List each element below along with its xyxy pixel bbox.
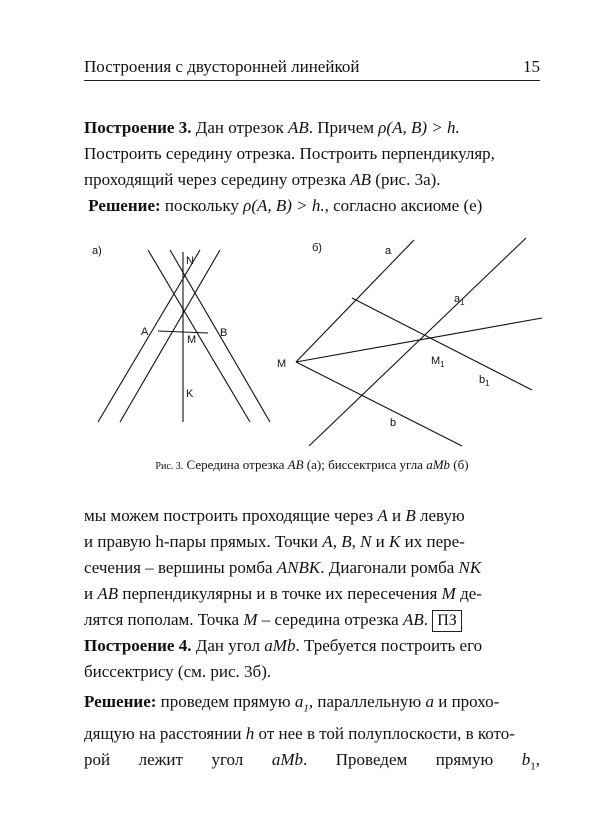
math-condition: ρ(A, B) > h. <box>243 196 325 215</box>
text-fragment: лежит <box>138 750 183 770</box>
body-line-4 <box>84 581 540 607</box>
math-ab: AB <box>350 170 372 189</box>
line-a1 <box>309 238 526 446</box>
text-fragment: – середина отрезка <box>261 610 399 629</box>
text-fragment: угол <box>211 750 244 770</box>
line-b1 <box>352 298 532 390</box>
text-fragment: их пере- <box>404 532 465 551</box>
subscript: 1 <box>303 702 309 715</box>
construction-3-line-1 <box>84 115 540 141</box>
text-fragment: сечения – вершины ромба <box>84 558 273 577</box>
running-title: Построения с двусторонней линейкой <box>84 57 360 76</box>
body-line-5: лятся пополам. Точка M – середина отрезка AB. ПЗ <box>84 607 540 633</box>
math-n: N <box>360 532 372 551</box>
math-ab: AB <box>402 610 424 629</box>
line-b <box>296 362 462 446</box>
text-fragment: от нее в той полуплоскости, в кото- <box>258 724 515 744</box>
label-M: M <box>187 334 197 346</box>
math-condition: ρ(A, B) > h. <box>378 118 460 137</box>
rhombus-line-3 <box>120 250 220 422</box>
label-part: a <box>454 293 461 305</box>
text-fragment: мы можем построить проходящие через <box>84 506 374 525</box>
math-a: A <box>322 532 333 551</box>
text-fragment: проходящий через середину отрезка <box>84 170 346 189</box>
text-fragment: рой <box>84 750 111 770</box>
text-fragment: (б) <box>453 457 469 472</box>
construction-3-heading: Построение 3. <box>84 118 192 137</box>
math-a: A <box>377 506 388 525</box>
text-fragment: aMb. <box>271 750 308 770</box>
label-line-b1 <box>479 374 490 388</box>
label-N: N <box>186 255 194 267</box>
rhombus-line-2 <box>148 250 250 422</box>
math-a: a <box>425 692 434 711</box>
math-b: B <box>405 506 416 525</box>
text-fragment: и <box>392 506 402 525</box>
page-number: 15 <box>523 57 540 76</box>
math-b1: $b_1$, <box>521 750 540 773</box>
qed-box: ПЗ <box>432 610 462 632</box>
construction-4-line-2: биссектрису (см. рис. 3б). <box>84 662 272 681</box>
label-line-a: a <box>385 245 392 257</box>
construction-3-line-3 <box>84 167 540 193</box>
text-fragment: Дан угол <box>195 636 261 655</box>
math-ab: AB <box>97 584 119 603</box>
label-part: b <box>479 374 486 386</box>
construction-4-line-1 <box>84 633 540 659</box>
text-fragment: де- <box>460 584 482 603</box>
subscript: 1 <box>530 760 536 773</box>
text-fragment: , параллельную <box>308 692 422 711</box>
math-anbk: ANBK <box>276 558 321 577</box>
math-angle: aMb <box>426 457 451 472</box>
math-ab: AB <box>287 457 304 472</box>
text-fragment: левую <box>420 506 465 525</box>
label-B: B <box>220 327 228 339</box>
label-K: K <box>186 388 194 400</box>
construction-4-heading: Построение 4. <box>84 636 192 655</box>
label-sub: 1 <box>460 298 465 307</box>
text-fragment: перпендикулярны и в точке их пересечения <box>122 584 438 603</box>
text-fragment: лятся пополам. Точка <box>84 610 240 629</box>
label-line-a1 <box>454 293 465 307</box>
solution-4-line-1 <box>84 689 540 721</box>
running-header <box>84 54 540 81</box>
math-angle: aMb <box>264 636 296 655</box>
figure-3-svg <box>84 236 554 462</box>
math-m: M <box>441 584 456 603</box>
math-ab: AB <box>288 118 309 137</box>
label-fig-a: а) <box>92 245 102 257</box>
solution-label: Решение: <box>88 196 161 215</box>
construction-3-block <box>84 115 540 219</box>
label-fig-b: б) <box>312 242 322 254</box>
label-sub: 1 <box>440 360 445 369</box>
label-line-b: b <box>390 417 397 429</box>
text-fragment: b <box>521 750 531 770</box>
text-fragment: (а); биссектриса угла <box>306 457 423 472</box>
text-fragment: дящую на расстоянии <box>84 724 242 744</box>
text-fragment: Середина отрезка <box>186 457 285 472</box>
body-paragraph <box>84 503 540 780</box>
solution-4-line-2 <box>84 721 540 747</box>
math-m: M <box>243 610 258 629</box>
text-fragment: , согласно аксиоме (е) <box>324 196 483 215</box>
label-point-M1 <box>431 355 445 369</box>
label-point-M: M <box>277 358 287 370</box>
math-angle: aMb <box>271 750 303 770</box>
text-fragment: Дан отрезок <box>195 118 284 137</box>
text-fragment: поскольку <box>164 196 239 215</box>
solution-label: Решение: <box>84 692 157 711</box>
label-sub: 1 <box>485 379 490 388</box>
text-fragment: a <box>294 692 304 711</box>
body-line-1 <box>84 503 540 529</box>
text-fragment: . Требуется построить его <box>295 636 483 655</box>
text-fragment: Проведем <box>335 750 408 770</box>
figure-caption <box>84 457 540 473</box>
construction-3-line-2: Построить середину отрезка. Построить перпендикуляр, <box>84 144 495 163</box>
body-line-3 <box>84 555 540 581</box>
math-h: h <box>245 724 255 744</box>
text-fragment: проведем прямую <box>160 692 291 711</box>
math-b: B <box>341 532 352 551</box>
text-fragment: . Причем <box>308 118 375 137</box>
text-fragment: (рис. 3а). <box>375 170 441 189</box>
text-fragment: и прохо- <box>438 692 500 711</box>
caption-prefix: Рис. 3. <box>155 461 184 472</box>
text-fragment: и <box>84 584 94 603</box>
body-line-2: и правую h-пары прямых. Точки A, B, N и K их пере- <box>84 532 465 551</box>
math-nk: NK <box>458 558 482 577</box>
label-A: A <box>141 326 149 338</box>
label-part: M <box>431 355 441 367</box>
math-a1 <box>294 692 309 715</box>
solution-3-line <box>84 193 540 219</box>
text-fragment: и правую h-пары прямых. Точки <box>84 532 319 551</box>
text-fragment: прямую <box>435 750 494 770</box>
solution-4-line-3 <box>84 747 540 779</box>
text-fragment: . Диагонали ромба <box>320 558 455 577</box>
math-k: K <box>389 532 401 551</box>
figure-3 <box>84 236 554 462</box>
